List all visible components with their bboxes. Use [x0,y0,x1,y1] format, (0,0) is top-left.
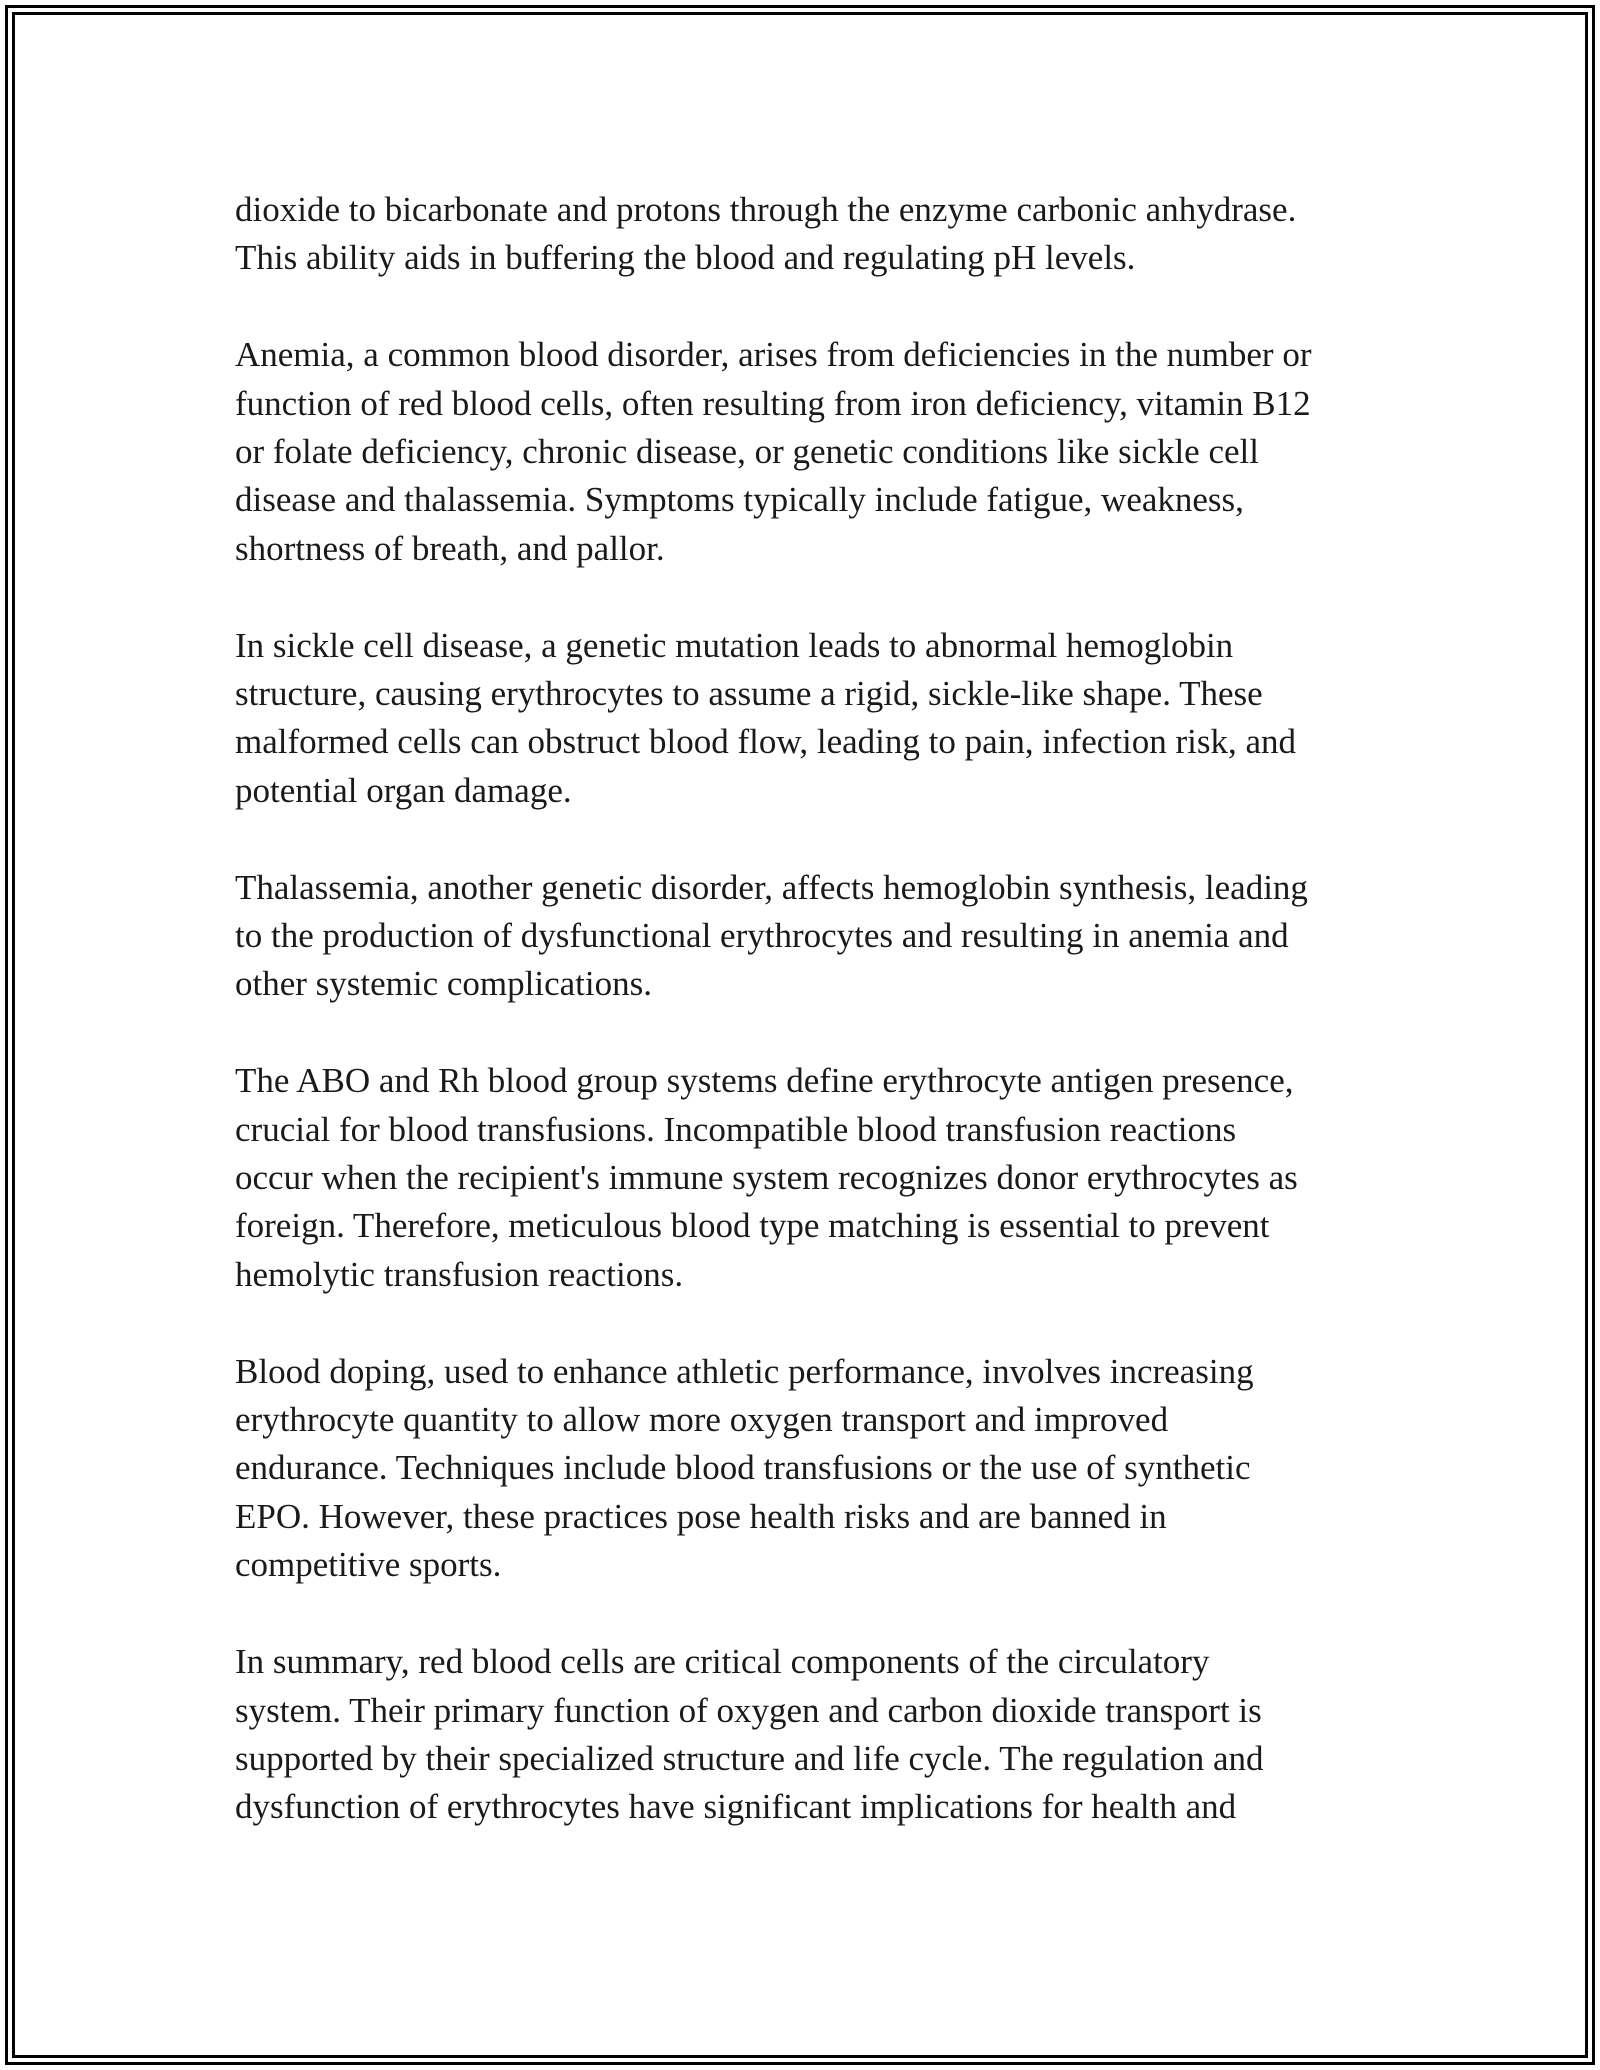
paragraph [235,1638,1380,1832]
text-line: structure, causing erythrocytes to assume a rigid, sickle-like shape. These [235,674,1263,714]
text-line: In sickle cell disease, a genetic mutation leads to abnormal hemoglobin [235,625,1234,665]
text-line: In summary, red blood cells are critical components of the circulatory [235,1642,1210,1682]
document-body [235,186,1380,1880]
paragraph [235,186,1380,283]
text-line: Thalassemia, another genetic disorder, affects hemoglobin synthesis, leading [235,867,1308,907]
paragraph [235,331,1380,573]
text-line: Anemia, a common blood disorder, arises from deficiencies in the number or [235,335,1312,375]
text-line: dysfunction of erythrocytes have significant implications for health and [235,1787,1237,1827]
text-line: supported by their specialized structure and life cycle. The regulation and [235,1738,1264,1778]
paragraph [235,622,1380,816]
text-line: The ABO and Rh blood group systems define erythrocyte antigen presence, [235,1061,1294,1101]
paragraph [235,1348,1380,1590]
text-line: occur when the recipient's immune system recognizes donor erythrocytes as [235,1158,1298,1198]
paragraph [235,1057,1380,1299]
text-line: foreign. Therefore, meticulous blood type matching is essential to prevent [235,1206,1270,1246]
text-line: dioxide to bicarbonate and protons through the enzyme carbonic anhydrase. [235,190,1297,229]
paragraph [235,864,1380,1009]
text-line: hemolytic transfusion reactions. [235,1254,684,1294]
text-line: to the production of dysfunctional erythrocytes and resulting in anemia and [235,916,1289,956]
text-line: competitive sports. [235,1545,502,1585]
text-line: malformed cells can obstruct blood flow, leading to pain, infection risk, and [235,722,1297,762]
text-line: potential organ damage. [235,770,572,810]
text-line: erythrocyte quantity to allow more oxygen transport and improved [235,1400,1169,1440]
text-line: crucial for blood transfusions. Incompatible blood transfusion reactions [235,1109,1237,1149]
text-line: other systemic complications. [235,964,652,1004]
text-line: Blood doping, used to enhance athletic performance, involves increasing [235,1351,1254,1391]
text-line: disease and thalassemia. Symptoms typically include fatigue, weakness, [235,480,1244,520]
text-line: system. Their primary function of oxygen and carbon dioxide transport is [235,1690,1262,1730]
text-line: or folate deficiency, chronic disease, or genetic conditions like sickle cell [235,432,1259,472]
text-line: endurance. Techniques include blood transfusions or the use of synthetic [235,1448,1251,1488]
text-line: EPO. However, these practices pose health risks and are banned in [235,1496,1167,1536]
text-line: This ability aids in buffering the blood and regulating pH levels. [235,238,1136,278]
text-line: function of red blood cells, often resulting from iron deficiency, vitamin B12 [235,383,1311,423]
text-line: shortness of breath, and pallor. [235,528,665,568]
